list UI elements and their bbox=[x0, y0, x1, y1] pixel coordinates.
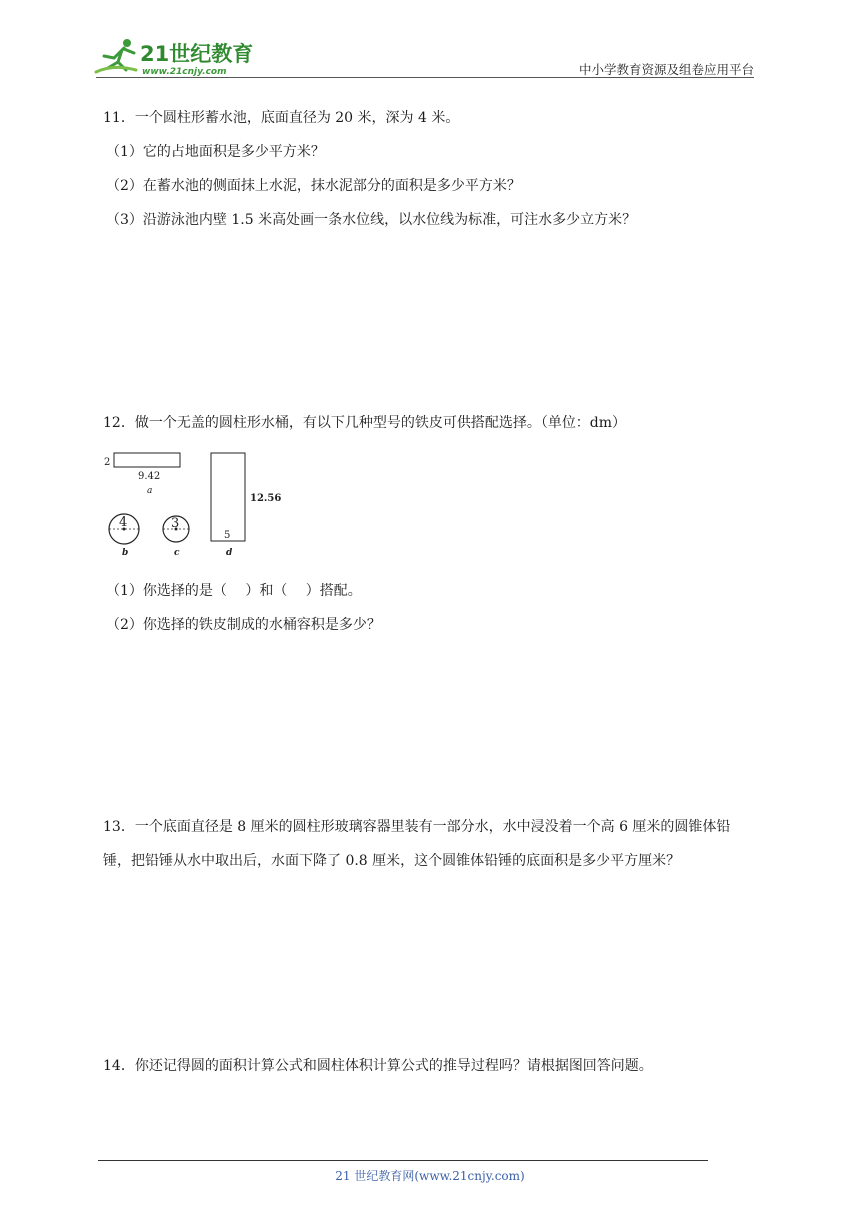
q13-line-1: 13．一个底面直径是 8 厘米的圆柱形玻璃容器里装有一部分水，水中浸没着一个高 6 厘米的圆锥体铅 bbox=[103, 819, 731, 835]
q13-line-2: 锤，把铅锤从水中取出后，水面下降了 0.8 厘米，这个圆锥体铅锤的底面积是多少平方厘米？ bbox=[103, 853, 681, 869]
q11-part-1: （1）它的占地面积是多少平方米？ bbox=[106, 144, 325, 160]
q11-stem: 11．一个圆柱形蓄水池，底面直径为 20 米，深为 4 米。 bbox=[103, 110, 460, 126]
sheet-b-label: b bbox=[122, 548, 129, 558]
page-header bbox=[0, 0, 860, 82]
q12-part-2: （2）你选择的铁皮制成的水桶容积是多少？ bbox=[106, 617, 381, 633]
q12-stem: 12．做一个无盖的圆柱形水桶，有以下几种型号的铁皮可供搭配选择。（单位：dm） bbox=[103, 415, 627, 431]
logo-title: 21世纪教育 bbox=[140, 42, 254, 66]
sheet-d-width: 5 bbox=[224, 530, 231, 541]
footer-link[interactable]: 21 世纪教育网(www.21cnjy.com) bbox=[335, 1169, 525, 1183]
runner-icon bbox=[96, 39, 136, 72]
q11-part-2: （2）在蓄水池的侧面抹上水泥，抹水泥部分的面积是多少平方米？ bbox=[106, 178, 521, 194]
q11-part-3: （3）沿游泳池内壁 1.5 米高处画一条水位线，以水位线为标准，可注水多少立方米？ bbox=[106, 212, 637, 228]
sheet-a-width: 2 bbox=[104, 457, 111, 468]
sheet-d bbox=[211, 453, 245, 541]
footer-divider bbox=[98, 1160, 708, 1161]
sheet-d-label: d bbox=[226, 548, 233, 558]
q14-stem: 14．你还记得圆的面积计算公式和圆柱体积计算公式的推导过程吗？请根据图回答问题。 bbox=[103, 1058, 653, 1074]
sheet-a-label: a bbox=[147, 486, 153, 496]
sheet-b-value: 4 bbox=[119, 515, 128, 530]
header-divider bbox=[96, 77, 754, 78]
sheet-c-value: 3 bbox=[171, 516, 180, 531]
logo-url: www.21cnjy.com bbox=[142, 67, 227, 77]
sheet-a-length: 9.42 bbox=[138, 471, 161, 482]
header-platform-text: 中小学教育资源及组卷应用平台 bbox=[578, 62, 754, 77]
iron-sheet-figure bbox=[100, 447, 290, 565]
sheet-c-label: c bbox=[174, 548, 180, 558]
q12-part-1: （1）你选择的是（ ）和（ ）搭配。 bbox=[106, 583, 362, 599]
sheet-a bbox=[114, 453, 180, 467]
sheet-d-height: 12.56 bbox=[250, 493, 282, 504]
site-logo[interactable] bbox=[94, 36, 264, 78]
